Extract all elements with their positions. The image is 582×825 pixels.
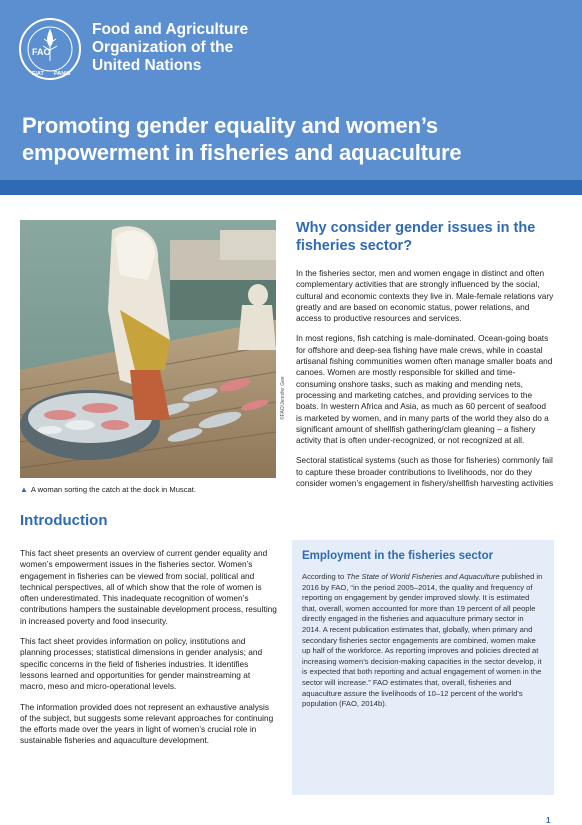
document-title: Promoting gender equality and women’s empowerment in fisheries and aquaculture (22, 113, 462, 165)
paragraph: This fact sheet provides information on policy, institutions and planning processes; statistical dimensions in gender analysis; and specific concerns in the field of fisheries industries. It identifies lessons learned and opportunities for gender mainstreaming at macro, meso and micro-operational levels. (20, 636, 263, 692)
why-gender-heading: Why consider gender issues in the fisheries sector? (296, 220, 536, 254)
paragraph: In the fisheries sector, men and women engage in distinct and often complementary activities that are strongly influenced by the social, cultural and economic contexts they live in. Male-female relations vary greatly and are based on economic status, power relations, and access to productive resources and services. (296, 268, 554, 324)
header-banner (0, 0, 582, 195)
fao-logo-icon (18, 17, 82, 81)
cover-photo (20, 220, 276, 478)
employment-heading: Employment in the fisheries sector (302, 550, 494, 562)
photo-caption (20, 485, 196, 494)
header-divider-strip (0, 180, 582, 195)
photo-credit: ©FAO/Jennifer Gee (280, 376, 286, 420)
organization-name (92, 21, 248, 75)
employment-text-intro: According to (302, 572, 347, 581)
introduction-body (20, 548, 277, 756)
org-name-line: Food and Agriculture (92, 21, 249, 38)
employment-source-title: The State of World Fisheries and Aquaculture (346, 572, 500, 581)
paragraph: The information provided does not represent an exhaustive analysis of the subject, but suggests some relevant approaches for continuing the efforts made over the years in light of women’s crucial role in sustainable fisheries and aquaculture development. (20, 701, 274, 746)
employment-text-main: published in 2016 by FAO, “in the period 2005–2014, the quality and frequency of reporting on engagement by gender improved slowly. It is estimated that, overall, women accounted for more than 19 percent of all people directly engaged in the fisheries and aquaculture primary sector in 2014. A recent publication estimates that, globally, when primary and secondary fisheries sector engagements are combined, women make up half of the workforce. As reporting improves and policies directed at increasing women’s decision-making capacities in the sector develop, it is expected that both reporting and actual engagement of women in the sector will increase.” FAO estimates that, overall, fisheries and aquaculture assure the livelihoods of 10–12 percent of the world’s population (FAO, 2014b). (302, 572, 543, 709)
svg-text:FAO: FAO (32, 47, 51, 57)
introduction-heading: Introduction (20, 512, 108, 529)
caption-triangle-icon: ▲ (20, 485, 28, 494)
why-gender-body (296, 268, 554, 498)
paragraph: Sectoral statistical systems (such as those for fisheries) commonly fail to capture these broader contributions to livelihoods, nor do they consider women’s engagement in fishery/shellfish harvesting activities (296, 455, 554, 489)
employment-sidebar-box (292, 540, 554, 795)
photo-caption-text: A woman sorting the catch at the dock in Muscat. (30, 485, 196, 494)
paragraph: This fact sheet presents an overview of current gender equality and women’s empowerment issues in the fisheries sector. Women’s engagement in fisheries can be viewed from social, political and technical perspectives, all of which show that the role of women is often underestimated. This inadequate recognition of women’s contributions hampers the sustainable development process, resulting in increased poverty and food insecurity. (20, 548, 277, 626)
org-name-line: Organization of the (92, 39, 234, 56)
paragraph: In most regions, fish catching is male-dominated. Ocean-going boats for offshore and deep-sea fishing have male crews, while in coastal artisanal fishing communities women often manage smaller boats and canoes. Women are mostly responsible for skilled and time-consuming onshore tasks, such as making and mending nets, processing and marketing catches, and providing services to the boats. In western Africa and Asia, as much as 60 percent of seafood is marketed by women, and in many parts of the world they also do a significant amount of shellfish gathering/clam gleaning – a fishery activity that is often under-recognized, or not recognized at all. (296, 333, 553, 446)
svg-text:FIAT: FIAT (32, 71, 44, 77)
org-name-line: United Nations (92, 57, 202, 74)
page-number: 1 (546, 816, 551, 825)
svg-text:PANIS: PANIS (54, 71, 71, 77)
employment-body (302, 572, 544, 710)
